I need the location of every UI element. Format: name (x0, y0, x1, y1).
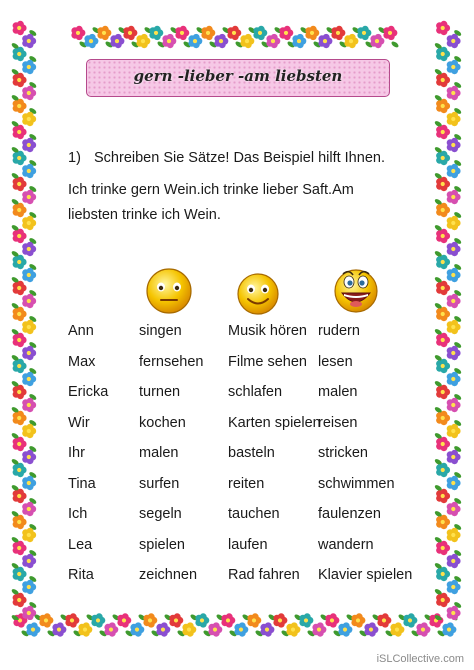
table-row (0, 384, 474, 404)
table-row (0, 415, 474, 435)
table-row (0, 476, 474, 496)
row-activity-2: Filme sehen (228, 354, 307, 370)
example-line-2: liebsten trinke ich Wein. (68, 207, 221, 223)
row-activity-2: schlafen (228, 384, 283, 400)
row-activity-2: laufen (228, 537, 268, 553)
title-banner (86, 59, 390, 97)
row-subject: Tina (68, 476, 96, 492)
smiling-face-icon (236, 272, 280, 321)
row-activity-3: stricken (318, 445, 368, 461)
row-activity-3: lesen (318, 354, 353, 370)
flower-border-bottom (12, 606, 458, 644)
table-row (0, 567, 474, 587)
row-subject: Rita (68, 567, 94, 583)
instruction (68, 150, 385, 166)
row-subject: Ihr (68, 445, 85, 461)
table-row (0, 354, 474, 374)
instruction-number: 1) (68, 150, 81, 166)
row-activity-3: reisen (318, 415, 358, 431)
row-subject: Ann (68, 323, 94, 339)
table-row (0, 537, 474, 557)
watermark-footer: iSLCollective.com (376, 653, 464, 665)
row-activity-1: zeichnen (139, 567, 198, 583)
instruction-text: Schreiben Sie Sätze! Das Beispiel hilft Ihnen. (94, 150, 385, 166)
row-activity-3: Klavier spielen (318, 567, 413, 583)
flower-border-right (426, 20, 470, 620)
row-subject: Max (68, 354, 96, 370)
row-activity-1: singen (139, 323, 182, 339)
flower-border-top (70, 20, 400, 54)
row-activity-3: wandern (318, 537, 374, 553)
worksheet-title: gern -lieber -am liebsten (133, 67, 343, 85)
row-activity-1: segeln (139, 506, 182, 522)
row-subject: Ich (68, 506, 88, 522)
example-line-1: Ich trinke gern Wein.ich trinke lieber Saft.Am (68, 182, 354, 198)
row-activity-2: Musik hören (228, 323, 307, 339)
row-activity-2: Karten spielen (228, 415, 321, 431)
table-row (0, 323, 474, 343)
row-activity-1: spielen (139, 537, 185, 553)
row-activity-2: reiten (228, 476, 265, 492)
table-row (0, 506, 474, 526)
row-activity-1: surfen (139, 476, 180, 492)
row-activity-3: rudern (318, 323, 360, 339)
row-subject: Lea (68, 537, 93, 553)
row-activity-2: Rad fahren (228, 567, 300, 583)
row-activity-1: turnen (139, 384, 181, 400)
row-subject: Wir (68, 415, 90, 431)
flower-border-left (4, 20, 44, 620)
row-activity-3: faulenzen (318, 506, 381, 522)
neutral-face-icon (145, 267, 193, 320)
example-text (68, 178, 398, 228)
table-row (0, 445, 474, 465)
row-activity-1: malen (139, 445, 179, 461)
row-subject: Ericka (68, 384, 109, 400)
row-activity-2: tauchen (228, 506, 280, 522)
laughing-face-icon (331, 265, 381, 320)
row-activity-3: malen (318, 384, 358, 400)
row-activity-2: basteln (228, 445, 275, 461)
row-activity-1: kochen (139, 415, 186, 431)
row-activity-3: schwimmen (318, 476, 395, 492)
row-activity-1: fernsehen (139, 354, 204, 370)
